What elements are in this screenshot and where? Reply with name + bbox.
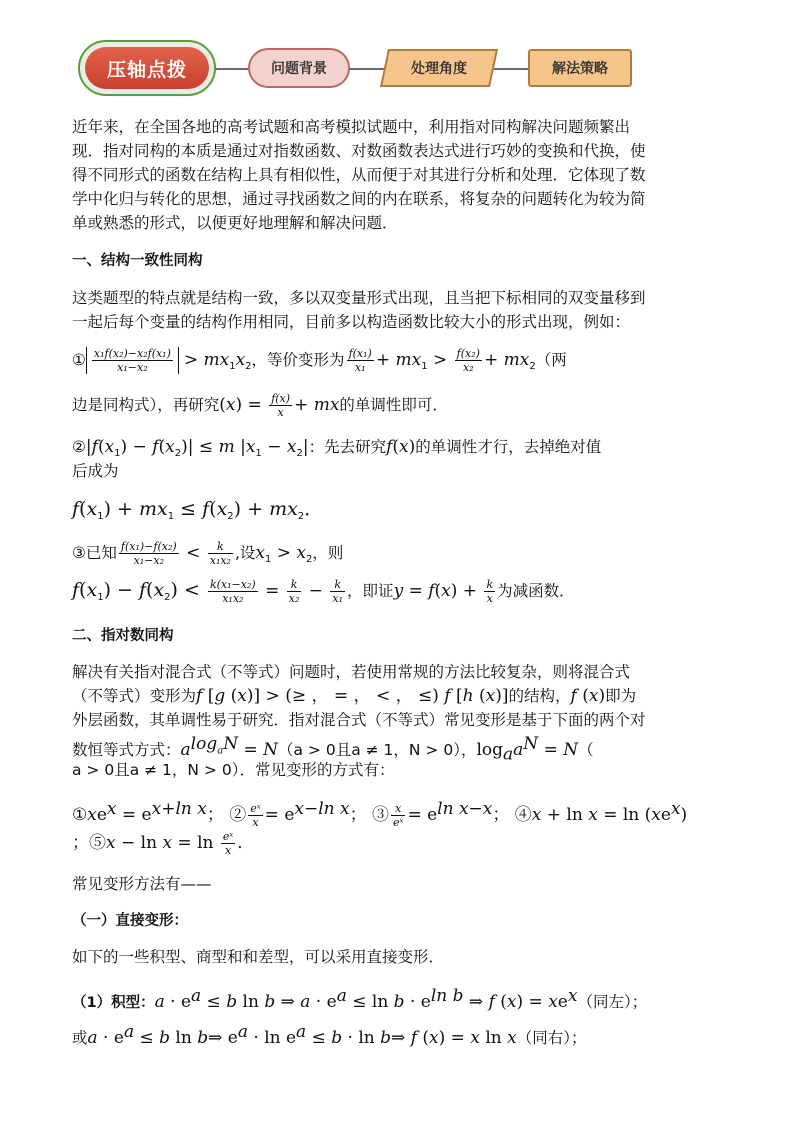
body-line: 这类题型的特点就是结构一致，多以双变量形式出现，且当把下标相同的双变量移到 xyxy=(72,289,646,307)
intro-line: 近年来，在全国各地的高考试题和高考模拟试题中，利用指对同构解决问题频繁出 xyxy=(72,118,631,136)
transform-label: 常见变形方法有—— xyxy=(72,875,212,893)
step-strategy: 解法策略 xyxy=(528,49,632,87)
transform-list-cont: ；⑤x − ln x = ln $\frac{\text{eˣ}}{x}$ ． xyxy=(72,830,255,857)
body-line: 一起后每个变量的结构作用相同，目前多以构造函数比较大小的形式出现，例如： xyxy=(72,313,631,331)
transform-list: $①xe^x = e^{x+ln x}$； ② $\frac{\text{eˣ}}{x}$ = $e^{x-ln x}$； ③ $\frac{x}{\text{eˣ}}$ = $e^{ln x-x}$； ④x + $\ln x = \ln (xe^x)$ xyxy=(72,799,688,830)
example-2-formula: $f(x_1) + mx_1 \le f(x_2) + mx_2$． xyxy=(72,498,324,523)
product-type-alt: 或$a \cdot e^a \le b$ ln b⇒ $e^a \cdot \ln e^a \le b \cdot \ln$ b⇒ f (x) = x ln x（同右）； xyxy=(72,1022,587,1049)
example-3: ③已知 $\frac{\text{f(x₁)−f(x₂)}}{\text{x₁−x₂}}$ < $\frac{k}{\text{x₁x₂}}$ ,设$x_1 > x_2$，则 xyxy=(72,540,344,567)
example-3-formula: $f(x_1) - f(x_2)$ < $\frac{\text{k(x₁−x₂)}}{\text{x₁x₂}}$ = $\frac{k}{\text{x₂}}$ − $\frac{k}{\text{x₁}}$ ，即证y = f(x) + $\frac{k}{x}$ 为减函数． xyxy=(72,578,575,605)
connector-line xyxy=(492,68,530,70)
body-line: a > 0且a ≠ 1，N > 0）．常见变形的方式有： xyxy=(72,761,395,779)
step-background: 问题背景 xyxy=(248,48,350,88)
step-angle: 处理角度 xyxy=(380,49,498,87)
body-line: 数恒等式方式：$a^{log_aN} = N(a > 0$且a ≠ 1，N > 0），$\log_aa^N = N$（ xyxy=(72,734,594,765)
intro-line: 学中化归与转化的思想，通过寻找函数之间的内在联系，将复杂的问题转化为较为简 xyxy=(72,190,646,208)
sub-title: （一）直接变形： xyxy=(72,913,188,929)
section-title: 二、指对数同构 xyxy=(72,628,174,644)
body-line: 如下的一些积型、商型和和差型，可以采用直接变形． xyxy=(72,948,445,966)
body-line: （不等式）变形为f [g (x)] > (≥ ， = ， < ， ≤) f [h (x)]的结构，f (x)即为 xyxy=(72,686,637,706)
intro-line: 得不同形式的函数在结构上具有相似性，从而便于对其进行分析和处理．它体现了数 xyxy=(72,166,646,184)
main-tag: 压轴点拨 xyxy=(78,40,216,96)
header-flow xyxy=(78,40,638,98)
intro-line: 现．指对同构的本质是通过对指数函数、对数函数表达式进行巧妙的变换和代换，使 xyxy=(72,142,646,160)
example-1-cont: 边是同构式），再研究(x) = $\frac{f(x)}{x}$ + mx的单调性即可． xyxy=(72,392,448,419)
example-2: $②|f(x_1) - f(x_2)| \le m$ $|x_1 - x_2|$：先去研究f(x)的单调性才行，去掉绝对值 xyxy=(72,437,602,460)
connector-line xyxy=(348,68,386,70)
intro-line: 单或熟悉的形式，以便更好地理解和解决问题． xyxy=(72,214,398,232)
connector-line xyxy=(214,68,250,70)
example-1: ① $\frac{\text{x₁f(x₂)−x₂f(x₁)}}{\text{x₁−x₂}}$ > $mx_1x_2$，等价变形为 $\frac{\text{f(x₁)}}{\text{x₁}}$ + $mx_1$ > $\frac{\text{f(x₂)}}{\text{x₂}}$ + $mx_2$（两 xyxy=(72,347,567,374)
product-type: （1）积型：$a \cdot e^a \le b$ ln b ⇒ $a \cdot e^a \le \ln b \cdot e^{ln b}$ ⇒ f $(x) = xe^x$（同左）； xyxy=(72,986,648,1013)
abs-bars: $\frac{\text{x₁f(x₂)−x₂f(x₁)}}{\text{x₁−x₂}}$ xyxy=(86,347,179,374)
section-title: 一、结构一致性同构 xyxy=(72,253,203,269)
body-line: 解决有关指对混合式（不等式）问题时，若使用常规的方法比较复杂，则将混合式 xyxy=(72,663,631,681)
example-2-cont: 后成为 xyxy=(72,462,119,480)
body-line: 外层函数，其单调性易于研究．指对混合式（不等式）常见变形是基于下面的两个对 xyxy=(72,711,646,729)
